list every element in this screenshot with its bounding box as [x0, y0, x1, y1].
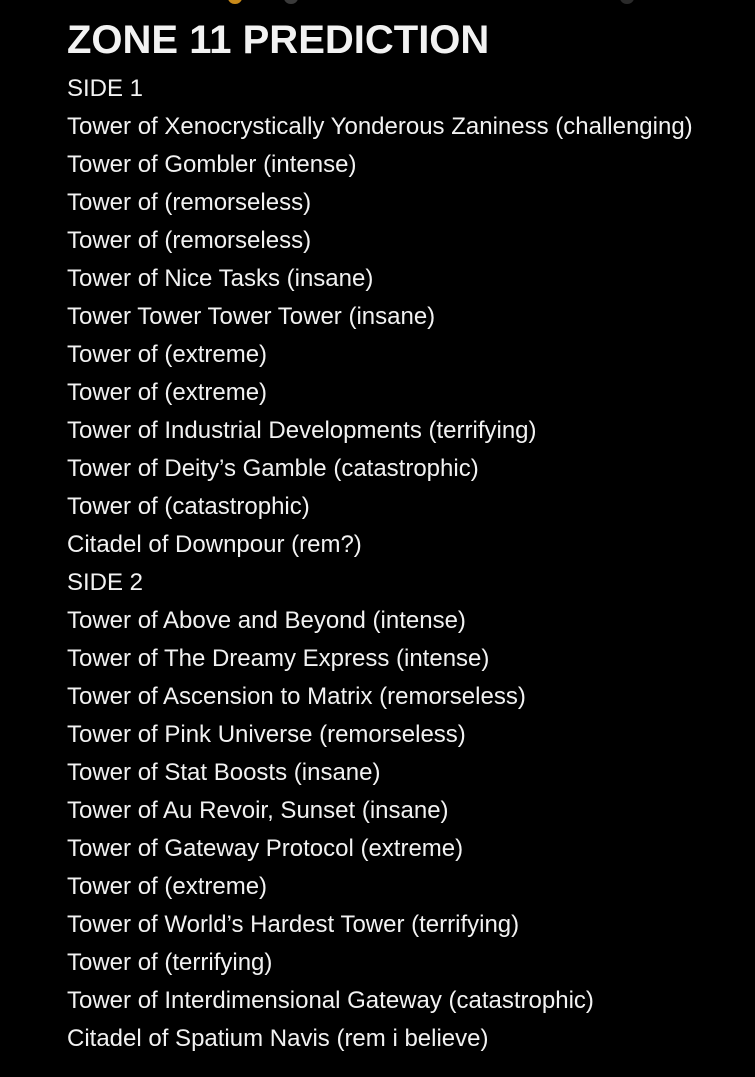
note-line: Tower of Industrial Developments (terrifying) [67, 417, 537, 444]
cutoff-emoji-icon [620, 0, 634, 4]
note-line: Tower of Above and Beyond (intense) [67, 607, 466, 634]
note-line: Tower of (remorseless) [67, 189, 312, 216]
note-line: Tower of Xenocrystically Yonderous Zaniness (challenging) [67, 113, 693, 140]
section-heading-side-2: SIDE 2 [67, 569, 144, 596]
note-line: Tower of (extreme) [67, 341, 268, 368]
cutoff-emoji-icon [284, 0, 298, 4]
note-line: Tower of World’s Hardest Tower (terrifying) [67, 911, 520, 938]
note-line: Tower of (remorseless) [67, 227, 312, 254]
note-line: Tower of Ascension to Matrix (remorseless) [67, 683, 526, 710]
note-line: Citadel of Spatium Navis (rem i believe) [67, 1025, 489, 1052]
note-line: Tower of (extreme) [67, 873, 268, 900]
note-line: Tower of Au Revoir, Sunset (insane) [67, 797, 449, 824]
note-body [67, 16, 747, 1058]
note-line: Tower of Gateway Protocol (extreme) [67, 835, 464, 862]
note-lines [67, 70, 747, 1058]
note-line: Tower of (terrifying) [67, 949, 273, 976]
note-title: ZONE 11 PREDICTION [67, 18, 490, 62]
note-line: Tower of Stat Boosts (insane) [67, 759, 381, 786]
note-line: Tower of Nice Tasks (insane) [67, 265, 374, 292]
note-line: Tower of (catastrophic) [67, 493, 310, 520]
note-line: Citadel of Downpour (rem?) [67, 531, 362, 558]
note-line: Tower of Interdimensional Gateway (catastrophic) [67, 987, 594, 1014]
note-line: Tower of Pink Universe (remorseless) [67, 721, 466, 748]
top-cutoff-strip [0, 0, 755, 6]
note-line: Tower of Gombler (intense) [67, 151, 357, 178]
cutoff-emoji-icon [228, 0, 242, 4]
note-line: Tower of Deity’s Gamble (catastrophic) [67, 455, 479, 482]
note-line: Tower of (extreme) [67, 379, 268, 406]
section-heading-side-1: SIDE 1 [67, 75, 144, 102]
note-line: Tower of The Dreamy Express (intense) [67, 645, 490, 672]
note-line: Tower Tower Tower Tower (insane) [67, 303, 436, 330]
